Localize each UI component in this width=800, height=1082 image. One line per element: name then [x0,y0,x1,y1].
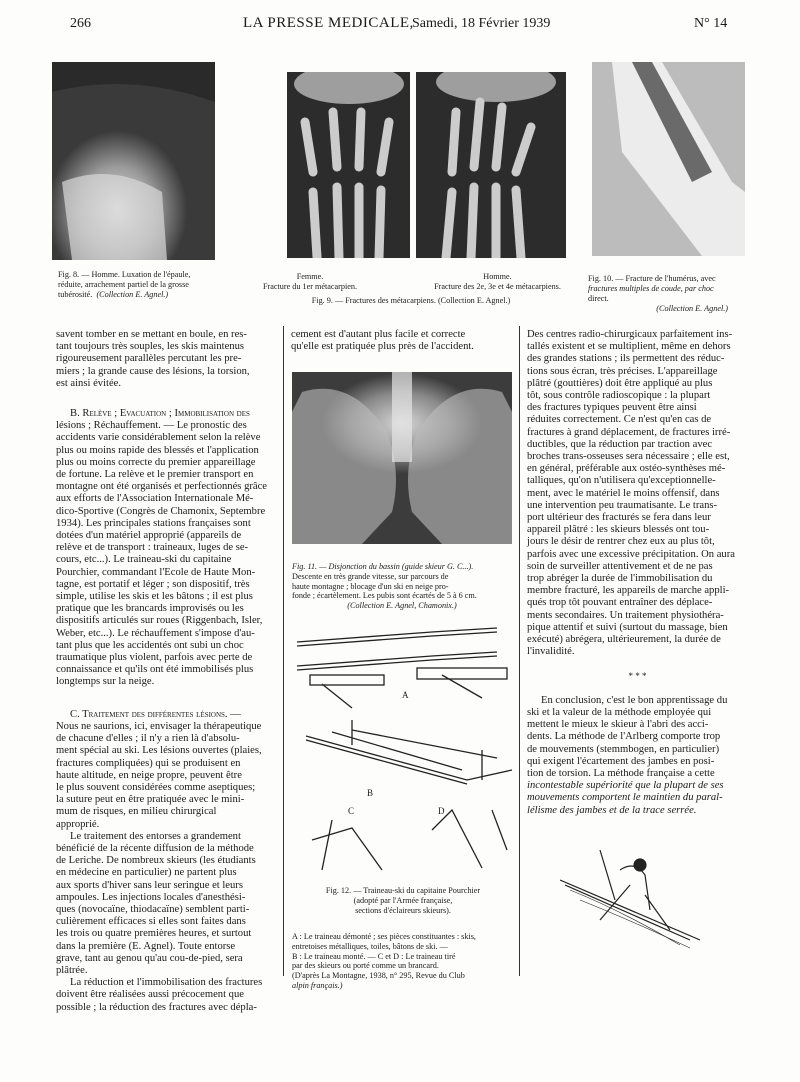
label-a: A [402,690,409,700]
fig11-xray-image [292,372,512,544]
fig9a-caption: Femme. Fracture du 1er métacarpien. [262,272,358,291]
fig12-legend: A : Le traineau démonté ; ses pièces constituantes : skis, entretoises métalliques, toiles, bâtons de ski. — B : Le traineau monté. — C et D : Le traineau tiré par des skieurs ou porté comme un brancard. (D'après La Montagne, 1938, n° 295, Revue du Club alpin français.) [292,932,476,990]
fig10-caption: Fig. 10. — Fracture de l'humérus, avec fractures multiples de coude, par choc direct. (Collection E. Agnel.) [588,274,728,313]
column-3-text: Des centres radio-chirurgicaux parfaitement ins- tallés existent et se multiplient, même en dehors des grandes stations ; ils permettent des réduc- tions sous écran, très précises. L'appareillage plâtré (gouttières) doit être appliqué au plus tôt, sous contrôle radioscopique : la plupart des fractures typiques peuvent être ainsi réduites correctement. Ce n'est qu'en cas de fractures à grand déplacement, de fractures irré- ductibles, que la réduction par traction avec broches trans-osseuses sera nécessaire ; elle est, en général, préférable aux ostéo-synthèses mé- talliques, qu'on n'utilisera qu'exceptionnelle- ment, avec le matériel le moins offensif, dans une intervention peu traumatisante. Le trans- port ultérieur des fracturés se fera dans leur appareil plâtré : les skieurs blessés ont tou- jours le désir de rentrer chez eux au plus tôt, parfois avec une excessive précipitation. On aura soin de surveiller attentivement et de ne pas trop abréger la durée de l'immobilisation du membre fracturé, les appareils de marche appli- qués trop tôt pouvant entraîner des déplace- ments secondaires. Un traitement physiothéra- pique attentif et suivi (surtout du massage, bien exécuté) abrégera, ultérieurement, la durée de l'invalidité. * * * En conclusion, c'est le bon apprentissage du ski et la valeur de la méthode employée qui mettent le mieux le skieur à l'abri des acci- dents. La méthode de l'Arlberg comporte trop de mouvements (stemmbogen, en particulier) qui exigent l'écartement des jambes en posi- tion de torsion. La méthode française a cette incontestable supériorité que la plupart de ses mouvements comportent le maintien du paral- lélisme des jambes et de la trace serrée. [527,329,748,817]
label-c: C [348,806,355,816]
page-number: 266 [70,16,91,31]
label-b: B [367,788,374,798]
fig9b-xray-image [416,72,566,258]
fig12-sled-illustration [292,620,516,878]
fig8-xray-image [52,62,215,260]
fig9a-xray-image [287,72,410,258]
issue-number: N° 14 [694,16,728,31]
label-d: D [438,806,445,816]
fig9b-caption: Homme. Fracture des 2e, 3e et 4e métacarpiens. [434,272,561,291]
fig9-caption: Fig. 9. — Fractures des métacarpiens. (Collection E. Agnel.) [311,296,511,305]
fig11-caption: Fig. 11. — Disjonction du bassin (guide skieur G. C...). Descente en très grande vitesse, sur parcours de haute montagne ; blocage d'un ski en neige pro- fonde ; écartèlement. Les pubis sont écartés de 5 à 6 cm. (Collection E. Agnel, Chamonix.) [292,562,477,611]
column-2-text: cement est d'autant plus facile et correcte qu'elle est pratiquée plus près de l'accident. [291,329,474,353]
column-rule-left [283,326,284,976]
issue-date: Samedi, 18 Février 1939 [412,16,551,31]
fig8-caption: Fig. 8. — Homme. Luxation de l'épaule, réduite, arrachement partiel de la grosse tubérosité. (Collection E. Agnel.) [58,270,191,299]
fig12-caption: Fig. 12. — Traineau-ski du capitaine Pourchier (adopté par l'Armée française, sections d'éclaireurs skieurs). [325,886,481,915]
fig10-xray-image [592,62,745,256]
journal-title: LA PRESSE MEDICALE, [243,15,414,31]
skier-illustration [560,840,700,950]
section-stars: * * * [628,671,647,682]
column-1-text: savent tomber en se mettant en boule, en res- tant toujours très souples, les skis maintenus rigoureusement parallèles percutant les pre- miers ; la grande cause des lésions, la torsion, est ainsi évitée. B. Relève ; Evacuation ; Immobilisation des lésions ; Réchauffement. — Le pronostic des accidents varie considérablement selon la relève plus ou moins rapide des blessés et l'application plus ou moins correcte du premier appareillage de fortune. La relève et le premier transport en montagne ont été organisés et perfectionnés grâce aux efforts de l'Association Internationale Mé- dico-Sportive (Congrès de Chamonix, Septembre 1934). Les principales stations françaises sont dotées d'un matériel approprié (appareils de relève et de transport : traineaux, luges de se- cours, etc...). Le traineau-ski du capitaine Pourchier, commandant l'Ecole de Haute Mon- tagne, est portatif et léger ; son dispositif, très simple, utilise les skis et les bâtons ; il est plus pratique que les brancards improvisés ou les dispositifs articulés sur roues (Riggenbach, Isler, Weber, etc...). Le réchauffement s'impose d'au- tant plus que les accidentés ont subi un choc traumatique plus violent, parfois avec perte de connaissance et qu'ils ont été immobilisés plus longtemps sur la neige. C. Traitement des différentes lésions. — Nous ne saurions, ici, envisager la thérapeutique de chacune d'elles ; il n'y a rien là d'absolu- ment spécial au ski. Les lésions ouvertes (plaies, fractures compliquées) qui se produisent en haute altitude, en neige propre, peuvent être le plus souvent considérées comme aseptiques; la suture peut en être pratiquée avec le mini- mum de risques, en milieu chirurgical approprié. Le traitement des entorses a grandement bénéficié de la récente diffusion de la méthode de Leriche. De nombreux skieurs (les étudiants en médecine en particulier) ne partent plus aux sports d'hiver sans leur seringue et leurs ampoules. Les injections locales d'anesthési- ques (novocaïne, thiodacaïne) semblent parti- culièrement efficaces si elles sont faites dans les trois ou quatre premières heures, et surtout dans la première (E. Agnel). Toute entorse grave, tant au genou qu'au cou-de-pied, sera plâtrée. La réduction et l'immobilisation des fractures doivent être réalisées aussi précocement que possible ; la réduction des fractures avec dépla- [56,329,268,1013]
column-rule-right [519,326,520,976]
